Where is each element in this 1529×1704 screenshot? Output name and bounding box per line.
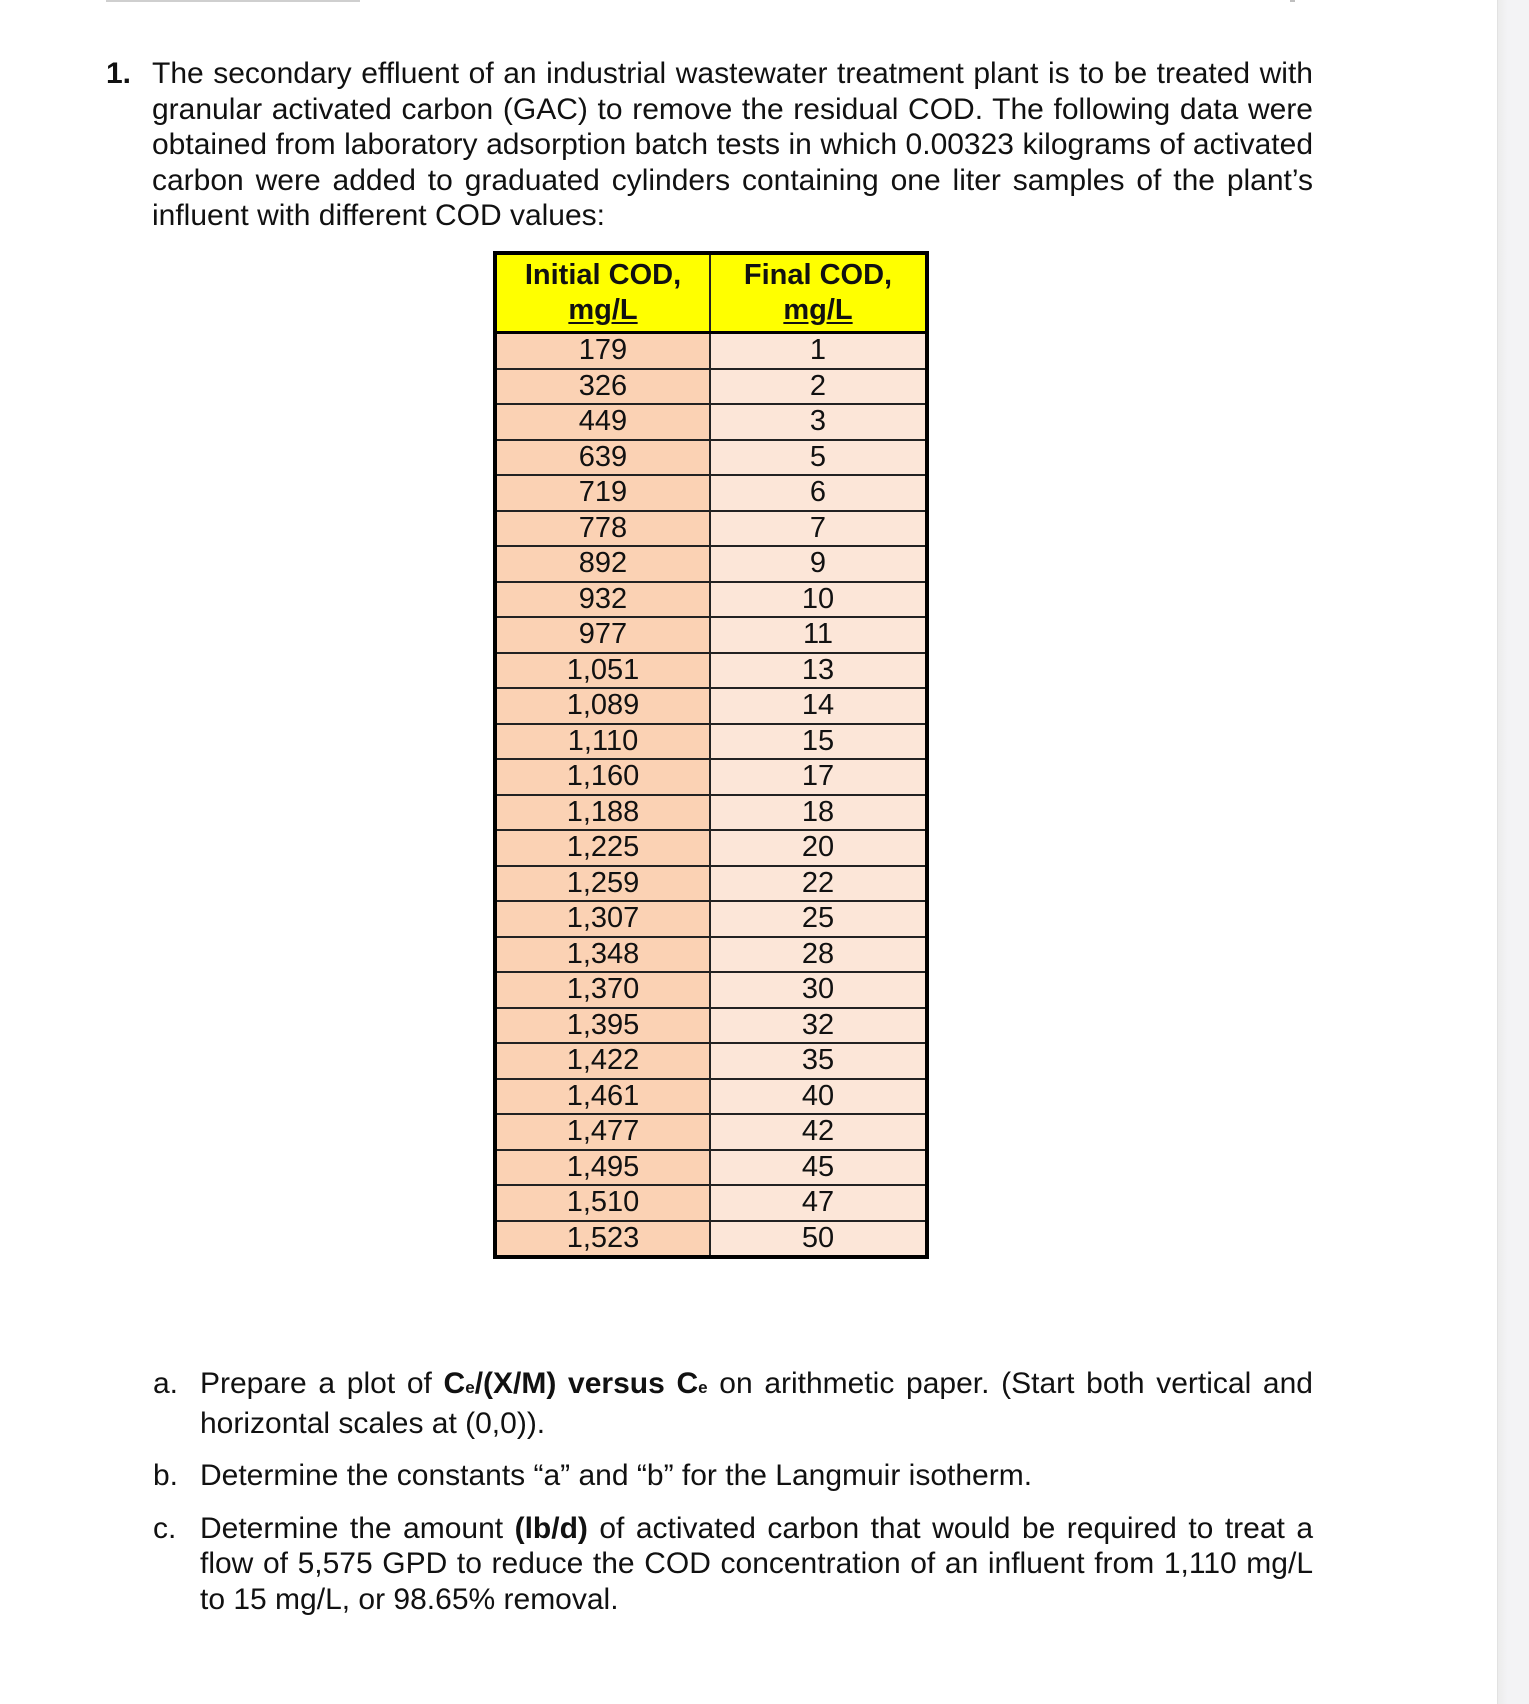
question-a-letter: a. (153, 1367, 179, 1400)
initial-cod-cell: 932 (495, 582, 710, 618)
header-initial-cod (495, 253, 710, 333)
question-c-text-2: of activated carbon that would be required to treat a flow of 5,575 GPD to reduce the COD concentration of an influent from 1,110 mg/L to 15 mg/L, or 98.65% removal. (200, 1511, 1314, 1616)
final-cod-cell: 32 (710, 1008, 927, 1044)
initial-cod-cell: 977 (495, 617, 710, 653)
table-row (495, 404, 927, 440)
table-row (495, 1008, 927, 1044)
question-b (153, 1458, 1313, 1494)
table-row (495, 440, 927, 476)
question-b-text: Determine the constants “a” and “b” for the Langmuir isotherm. (200, 1459, 1033, 1492)
initial-cod-cell: 1,461 (495, 1079, 710, 1115)
final-cod-cell: 20 (710, 830, 927, 866)
problem-statement (106, 56, 1313, 234)
problem-number: 1. (106, 57, 132, 90)
table-row (495, 546, 927, 582)
initial-cod-cell: 1,348 (495, 937, 710, 973)
final-cod-cell: 17 (710, 759, 927, 795)
table-row (495, 1043, 927, 1079)
initial-cod-cell: 1,395 (495, 1008, 710, 1044)
table-row (495, 1185, 927, 1221)
initial-cod-cell: 1,523 (495, 1221, 710, 1258)
initial-cod-cell: 1,510 (495, 1185, 710, 1221)
final-cod-cell: 6 (710, 475, 927, 511)
question-list (153, 1366, 1313, 1634)
table-row (495, 795, 927, 831)
table-row (495, 1114, 927, 1150)
initial-cod-cell: 449 (495, 404, 710, 440)
header-final-cod-line1: Final COD, (743, 259, 893, 291)
header-final-cod (710, 253, 927, 333)
final-cod-cell: 25 (710, 901, 927, 937)
table-row (495, 617, 927, 653)
final-cod-cell: 11 (710, 617, 927, 653)
question-c-letter: c. (153, 1511, 177, 1545)
final-cod-cell: 30 (710, 972, 927, 1008)
table-row (495, 830, 927, 866)
table-row (495, 724, 927, 760)
table-row (495, 866, 927, 902)
final-cod-cell: 40 (710, 1079, 927, 1115)
table-row (495, 1221, 927, 1258)
final-cod-cell: 1 (710, 333, 927, 369)
header-final-cod-unit: mg/L (783, 294, 853, 326)
initial-cod-cell: 1,370 (495, 972, 710, 1008)
question-a-text (200, 1367, 1313, 1440)
question-a-bold-1: C (443, 1367, 466, 1400)
table-row (495, 511, 927, 547)
table-row (495, 1079, 927, 1115)
question-c-text-1: Determine the amount (200, 1511, 515, 1545)
initial-cod-cell: 1,051 (495, 653, 710, 689)
table-row (495, 369, 927, 405)
initial-cod-cell: 892 (495, 546, 710, 582)
initial-cod-cell: 1,259 (495, 866, 710, 902)
initial-cod-cell: 778 (495, 511, 710, 547)
initial-cod-cell: 1,307 (495, 901, 710, 937)
table-row (495, 972, 927, 1008)
initial-cod-cell: 1,160 (495, 759, 710, 795)
final-cod-cell: 18 (710, 795, 927, 831)
initial-cod-cell: 179 (495, 333, 710, 369)
table-row (495, 688, 927, 724)
question-c-bold-1: (lb/d) (514, 1511, 588, 1545)
final-cod-cell: 2 (710, 369, 927, 405)
final-cod-cell: 28 (710, 937, 927, 973)
final-cod-cell: 42 (710, 1114, 927, 1150)
initial-cod-cell: 639 (495, 440, 710, 476)
question-a (153, 1366, 1313, 1441)
initial-cod-cell: 1,110 (495, 724, 710, 760)
initial-cod-cell: 1,422 (495, 1043, 710, 1079)
final-cod-cell: 45 (710, 1150, 927, 1186)
table-row (495, 653, 927, 689)
initial-cod-cell: 326 (495, 369, 710, 405)
table-row (495, 475, 927, 511)
question-a-bold-2: /(X/M) versus C (474, 1367, 699, 1400)
top-divider (106, 0, 360, 2)
question-b-letter: b. (153, 1459, 179, 1492)
final-cod-cell: 5 (710, 440, 927, 476)
final-cod-cell: 22 (710, 866, 927, 902)
initial-cod-cell: 719 (495, 475, 710, 511)
final-cod-cell: 7 (710, 511, 927, 547)
initial-cod-cell: 1,089 (495, 688, 710, 724)
question-c-text (200, 1512, 1313, 1616)
initial-cod-cell: 1,188 (495, 795, 710, 831)
final-cod-cell: 9 (710, 546, 927, 582)
problem-text: The secondary effluent of an industrial wastewater treatment plant is to be treated with granular activated carbon (GAC) to remove the residual COD. The following data were obtained from laboratory adsorption batch tests in which 0.00323 kilograms of activated carbon were added to graduated cylinders containing one liter samples of the plant’s influent with different COD values: (152, 57, 1313, 232)
final-cod-cell: 14 (710, 688, 927, 724)
question-a-text-2: on arithmetic paper. (Start both vertical and horizontal scales at (0,0)). (200, 1367, 1313, 1440)
table-row (495, 582, 927, 618)
final-cod-cell: 35 (710, 1043, 927, 1079)
question-a-sub-1: e (465, 1378, 475, 1397)
header-initial-cod-line1: Initial COD, (524, 259, 682, 291)
final-cod-cell: 15 (710, 724, 927, 760)
question-a-sub-2: e (698, 1378, 708, 1397)
final-cod-cell: 47 (710, 1185, 927, 1221)
table-header-row (495, 253, 927, 333)
final-cod-cell: 3 (710, 404, 927, 440)
table-row (495, 759, 927, 795)
header-initial-cod-unit: mg/L (568, 294, 638, 326)
final-cod-cell: 50 (710, 1221, 927, 1258)
table-row (495, 1150, 927, 1186)
question-a-text-1: Prepare a plot of (200, 1367, 444, 1400)
initial-cod-cell: 1,495 (495, 1150, 710, 1186)
question-c (153, 1511, 1313, 1618)
table-body (495, 333, 927, 1258)
final-cod-cell: 10 (710, 582, 927, 618)
cod-data-table (493, 251, 929, 1259)
table-row (495, 901, 927, 937)
initial-cod-cell: 1,225 (495, 830, 710, 866)
table-row (495, 333, 927, 369)
initial-cod-cell: 1,477 (495, 1114, 710, 1150)
table-row (495, 937, 927, 973)
page-edge-shadow (1497, 0, 1529, 1704)
top-edge-mark (1290, 0, 1295, 2)
final-cod-cell: 13 (710, 653, 927, 689)
